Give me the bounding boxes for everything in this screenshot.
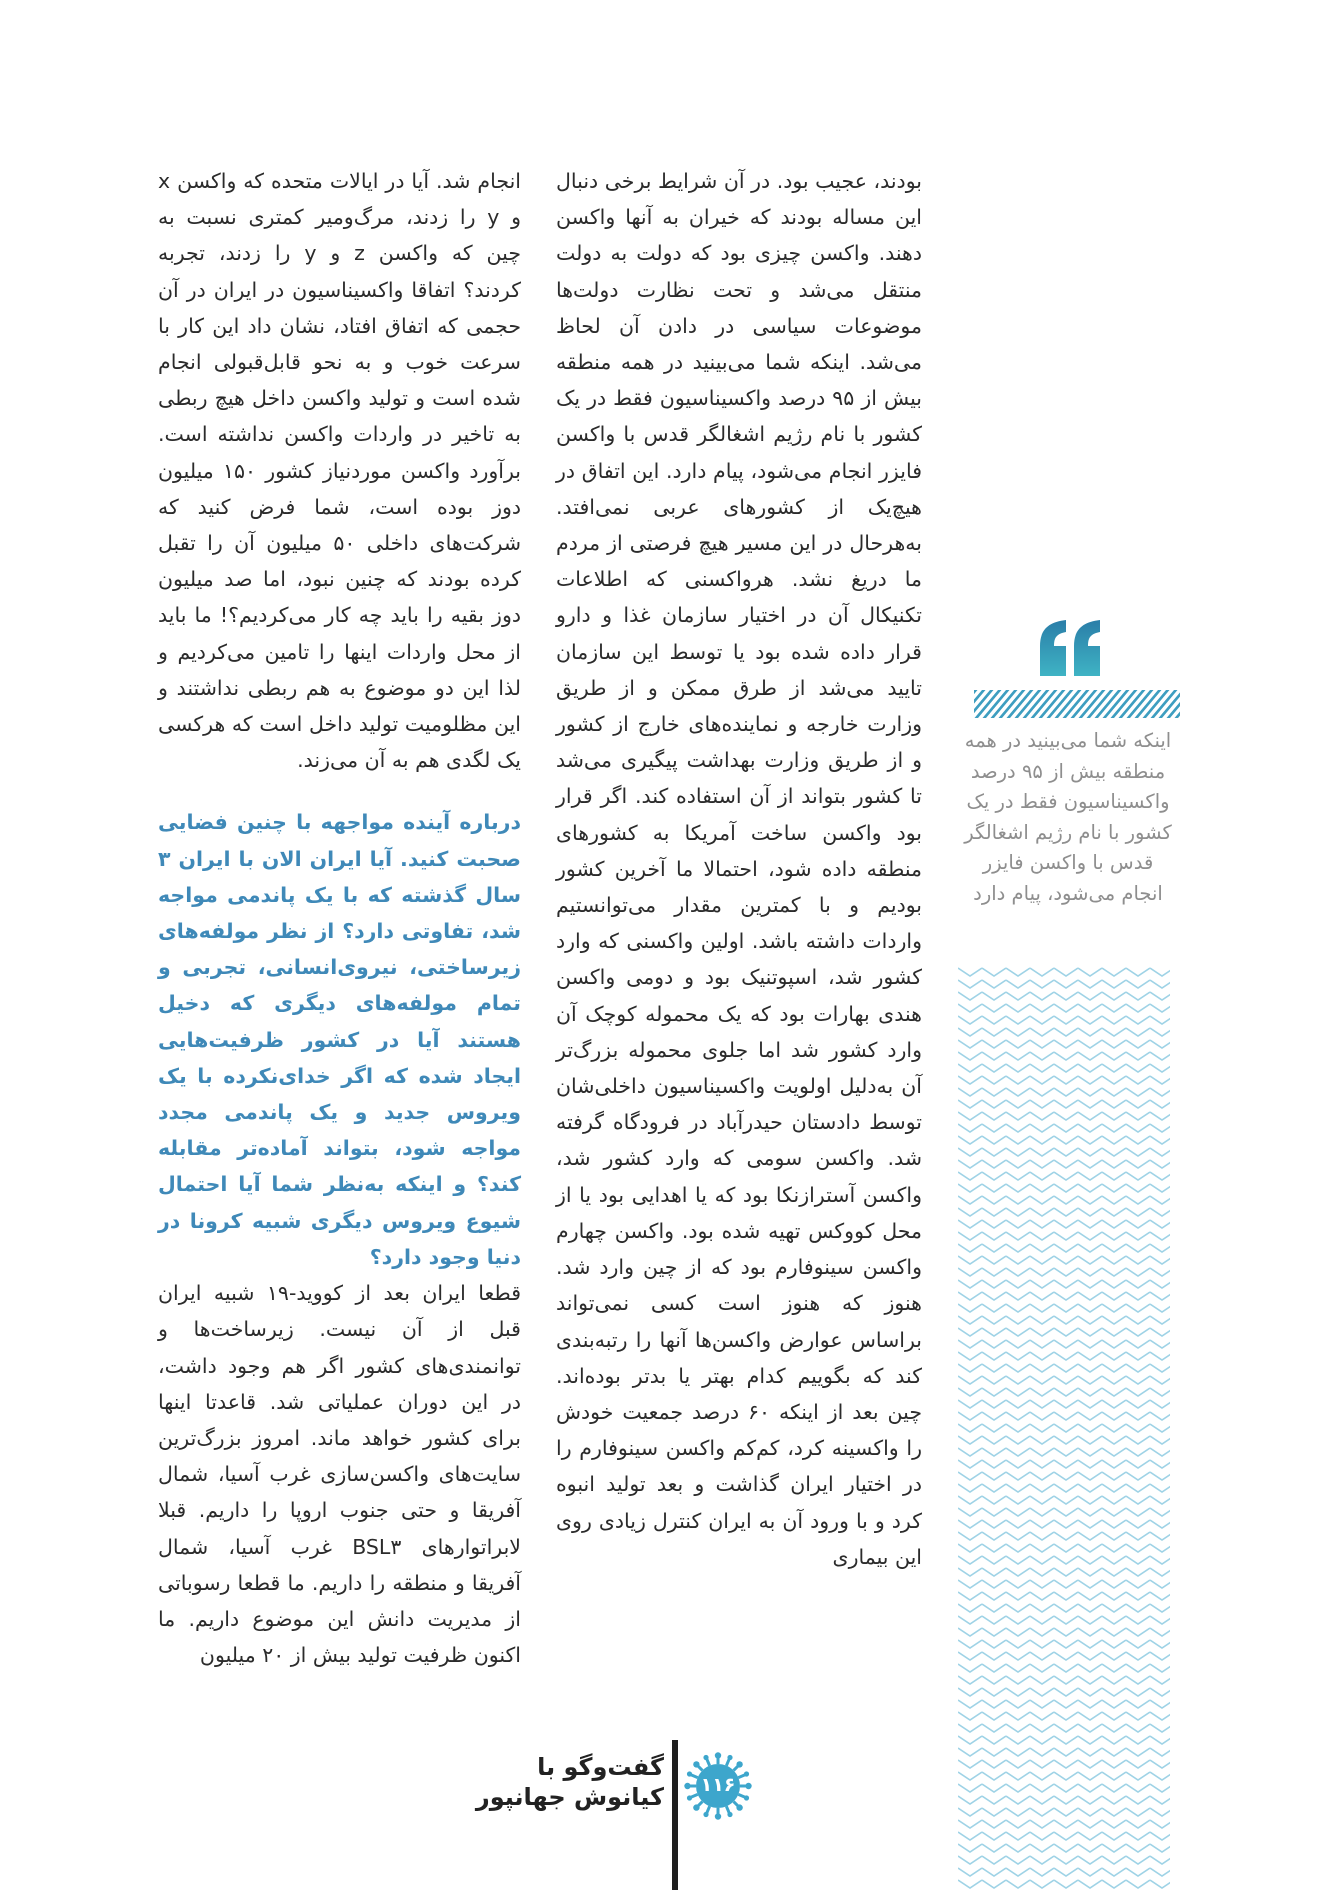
quote-mark-icon <box>1034 618 1106 678</box>
interview-question: درباره آینده مواجهه با چنین فضایی صحبت کنید. آیا ایران الان با ایران ۳ سال گذشته که با یک پاندمی مواجه شد، تفاوتی دارد؟ از نظر مولفه‌های زیرساختی، نیروی‌انسانی، تجربی و تمام مولفه‌های دیگری که دخیل هستند آیا در کشور ظرفیت‌هایی ایجاد شده که اگر خدای‌نکرده با یک ویروس جدید و یک پاندمی مجدد مواجه شود، بتواند آماده‌تر مقابله کند؟ و اینکه به‌نظر شما آیا احتمال شیوع ویروس دیگری شبیه کرونا در دنیا وجود دارد؟ <box>158 810 521 1269</box>
pull-quote: اینکه شما می‌بینید در همه منطقه بیش از ۹۵ درصد واکسیناسیون فقط در یک کشور با نام رژیم اشغالگر قدس با واکسن فایزر انجام می‌شود، پیام دارد <box>964 729 1172 905</box>
stripe-band <box>974 690 1180 718</box>
page-number: ۱۱۶ <box>700 1774 736 1796</box>
article-paragraph: انجام شد. آیا در ایالات متحده که واکسن x و y را زدند، مرگ‌ومیر کمتری نسبت به چین که واکسن z و y را زدند، تجربه کردند؟ اتفاقا واکسیناسیون در ایران در آن حجمی که اتفاق افتاد، نشان داد این کار با سرعت خوب و به نحو قابل‌قبولی انجام شده است و تولید واکسن داخل هیچ ربطی به تاخیر در واردات واکسن نداشته است. برآورد واکسن موردنیاز کشور ۱۵۰ میلیون دوز بوده است، شما فرض کنید که شرکت‌های داخلی ۵۰ میلیون آن را تقبل کرده بودند که چنین نبود، اما صد میلیون دوز بقیه را باید چه کار می‌کردیم؟! ما باید از محل واردات اینها را تامین می‌کردیم و لذا این دو موضوع به هم ربطی نداشتند و این مظلومیت تولید داخل است که هرکسی یک لگدی هم به آن می‌زند. <box>158 169 522 773</box>
article-column-right <box>556 163 922 1575</box>
article-paragraph: بودند، عجیب بود. در آن شرایط برخی دنبال این مساله بودند که خیران به آنها واکسن دهند. واکسن چیزی بود که دولت به دولت منتقل می‌شد و تحت نظارت دولت‌ها موضوعات سیاسی در دادن آن لحاظ می‌شد. اینکه شما می‌بینید در همه منطقه بیش از ۹۵ درصد واکسیناسیون فقط در یک کشور با نام رژیم اشغالگر قدس با واکسن فایزر انجام می‌شود، پیام دارد. این اتفاق در هیچ‌یک از کشورهای عربی نمی‌افتد. به‌هرحال در این مسیر هیچ فرصتی از مردم ما دریغ نشد. هرواکسنی که اطلاعات تکنیکال آن در اختیار سازمان غذا و دارو قرار داده شده بود یا توسط این سازمان تایید می‌شد از طرق ممکن و از طریق وزارت خارجه و نماینده‌های خارج از کشور و از طریق وزارت بهداشت پیگیری می‌شد تا کشور بتواند از آن استفاده کند. اگر قرار بود واکسن ساخت آمریکا به کشورهای منطقه داده شود، احتمالا ما آخرین کشور بودیم و با کمترین مقدار می‌توانستیم واردات داشته باشد. اولین واکسنی که وارد کشور شد، اسپوتنیک بود و دومی واکسن هندی بهارات بود که یک محموله کوچک آن وارد کشور شد اما جلوی محموله بزرگ‌تر آن به‌دلیل اولویت واکسیناسیون داخلی‌شان توسط دادستان حیدرآباد در فرودگاه گرفته شد. واکسن سومی که وارد کشور شد، واکسن آسترازنکا بود که یا اهدایی بود یا از محل کووکس تهیه شده بود. واکسن چهارم واکسن سینوفارم بود که از چین وارد شد. هنوز که هنوز است کسی نمی‌تواند براساس عوارض واکسن‌ها آنها را رتبه‌بندی کند که بگوییم کدام بهتر یا بدتر بوده‌اند. چین بعد از اینکه ۶۰ درصد جمعیت خودش را واکسینه کرد، کم‌کم واکسن سینوفارم را در اختیار ایران گذاشت و بعد تولید انبوه کرد و با ورود آن به ایران کنترل زیادی روی این بیماری <box>556 169 922 1569</box>
footer-title-line: گفت‌وگو با <box>537 1753 664 1781</box>
article-column-left <box>158 163 521 1673</box>
footer-divider <box>672 1740 678 1890</box>
footer-title-line: کیانوش جهانپور <box>475 1783 664 1811</box>
zigzag-pattern <box>958 966 1170 1890</box>
article-paragraph: قطعا ایران بعد از کووید-۱۹ شبیه ایران قبل از آن نیست. زیرساخت‌ها و توانمندی‌های کشور اگر هم وجود داشت، در این دوران عملیاتی شد. قاعدتا اینها برای کشور خواهد ماند. امروز بزرگ‌ترین سایت‌های واکسن‌سازی غرب آسیا، شمال آفریقا و حتی جنوب اروپا را داریم. قبلا لابراتوارهای BSL۳ غرب آسیا، شمال آفریقا و منطقه را داریم. ما قطعا رسوباتی از مدیریت دانش این موضوع داریم. ما اکنون ظرفیت تولید بیش از ۲۰ میلیون <box>158 1281 521 1668</box>
footer-title <box>475 1752 664 1812</box>
